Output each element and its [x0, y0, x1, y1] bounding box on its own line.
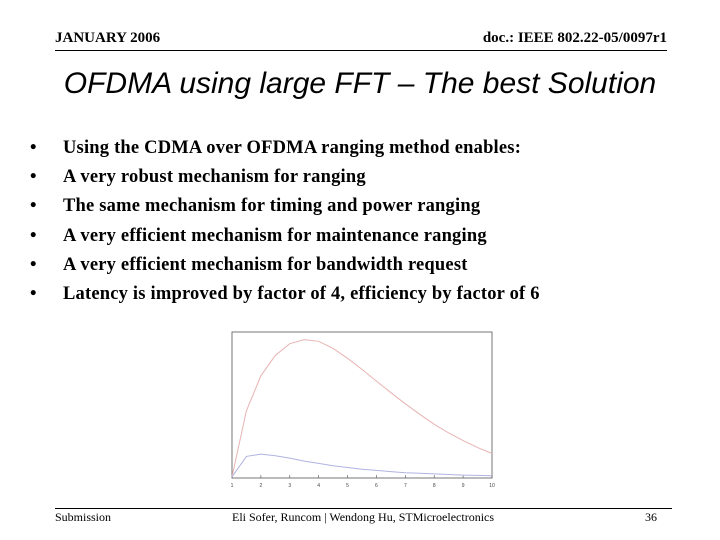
bullet-text: A very robust mechanism for ranging — [63, 167, 366, 188]
x-tick-label: 7 — [403, 483, 407, 489]
line-chart — [212, 324, 502, 496]
bullet-dot-icon: • — [30, 138, 37, 158]
x-tick-label: 9 — [461, 483, 465, 489]
slide-title: OFDMA using large FFT – The best Solution — [63, 67, 657, 100]
bullet-dot-icon: • — [30, 196, 37, 217]
footer-authors: Eli Sofer, Runcom | Wendong Hu, STMicroelectronics — [232, 510, 495, 524]
bullet-dot-icon: • — [30, 167, 37, 188]
footer-rule — [55, 508, 672, 509]
bullet-text: The same mechanism for timing and power ranging — [63, 196, 481, 217]
bullet-text: Using the CDMA over OFDMA ranging method enables: — [63, 138, 522, 158]
x-tick-label: 10 — [489, 483, 495, 489]
footer-submission: Submission — [55, 510, 112, 524]
page-number: 36 — [645, 510, 657, 524]
x-tick-label: 3 — [288, 483, 292, 489]
plot-frame — [232, 332, 492, 478]
bullet-dot-icon: • — [30, 254, 37, 275]
bullet-text: Latency is improved by factor of 4, efficiency by factor of 6 — [63, 283, 540, 304]
x-tick-label: 1 — [230, 483, 234, 489]
header-doc-id: doc.: IEEE 802.22-05/0097r1 — [482, 30, 667, 46]
x-tick-label: 6 — [375, 483, 378, 489]
bullet-dot-icon: • — [30, 283, 37, 304]
x-tick-label: 8 — [432, 483, 436, 489]
x-tick-label: 2 — [259, 483, 263, 489]
header-rule — [55, 50, 667, 51]
bullet-dot-icon: • — [30, 225, 37, 246]
bullet-text: A very efficient mechanism for maintenance ranging — [63, 225, 487, 246]
bullet-text: A very efficient mechanism for bandwidth request — [63, 254, 468, 275]
x-tick-label: 5 — [346, 483, 349, 489]
header-date: JANUARY 2006 — [55, 30, 161, 46]
x-tick-label: 4 — [317, 483, 321, 489]
